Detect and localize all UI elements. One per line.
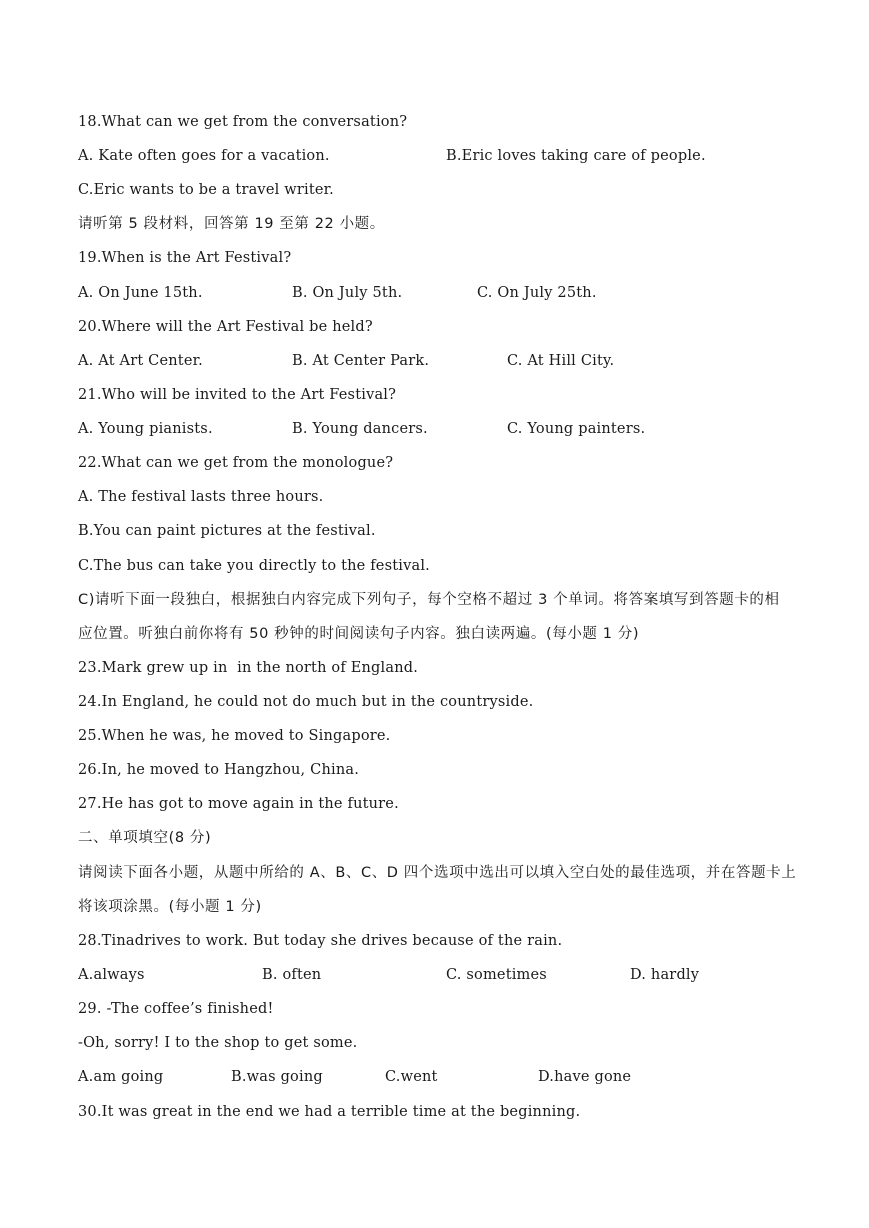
question-29-option-d: D.have gone xyxy=(538,1069,632,1085)
question-20-option-a: A. At Art Center. xyxy=(78,353,203,369)
question-27: 27.He has got to move again in the future. xyxy=(78,796,399,812)
question-29-line2: -Oh, sorry! I to the shop to get some. xyxy=(78,1035,358,1051)
section-2-instruction-line2: 将该项涂黑。(每小题 1 分) xyxy=(78,899,262,915)
question-20-option-b: B. At Center Park. xyxy=(292,353,430,369)
question-18-option-a: A. Kate often goes for a vacation. xyxy=(78,148,330,164)
question-21-stem: 21.Who will be invited to the Art Festival? xyxy=(78,387,397,403)
question-29-option-c: C.went xyxy=(385,1069,438,1085)
question-22-option-b: B.You can paint pictures at the festival. xyxy=(78,523,376,539)
question-19-stem: 19.When is the Art Festival? xyxy=(78,250,292,266)
question-19-option-b: B. On July 5th. xyxy=(292,285,403,301)
question-25: 25.When he was, he moved to Singapore. xyxy=(78,728,391,744)
question-22-option-a: A. The festival lasts three hours. xyxy=(78,489,324,505)
part-c-instruction-line1: C)请听下面一段独白，根据独白内容完成下列句子，每个空格不超过 3 个单词。将答案填写到答题卡的相 xyxy=(78,592,780,608)
question-19-option-a: A. On June 15th. xyxy=(78,285,203,301)
question-18-option-b: B.Eric loves taking care of people. xyxy=(446,148,706,164)
part-c-instruction-line2: 应位置。听独白前你将有 50 秒钟的时间阅读句子内容。独白读两遍。(每小题 1 分) xyxy=(78,626,640,642)
question-18-option-c: C.Eric wants to be a travel writer. xyxy=(78,182,334,198)
question-29-line1: 29. -The coffee’s finished! xyxy=(78,1001,274,1017)
question-24: 24.In England, he could not do much but in the countryside. xyxy=(78,694,534,710)
question-20-stem: 20.Where will the Art Festival be held? xyxy=(78,319,373,335)
question-28-option-d: D. hardly xyxy=(630,967,700,983)
question-18-stem: 18.What can we get from the conversation? xyxy=(78,114,408,130)
question-28-option-c: C. sometimes xyxy=(446,967,547,983)
question-22-option-c: C.The bus can take you directly to the festival. xyxy=(78,558,430,574)
question-21-option-a: A. Young pianists. xyxy=(78,421,213,437)
question-23: 23.Mark grew up in in the north of England. xyxy=(78,660,419,676)
question-30: 30.It was great in the end we had a terrible time at the beginning. xyxy=(78,1104,581,1120)
section-5-instruction: 请听第 5 段材料，回答第 19 至第 22 小题。 xyxy=(78,216,385,232)
question-21-option-c: C. Young painters. xyxy=(507,421,646,437)
question-28-stem: 28.Tinadrives to work. But today she drives because of the rain. xyxy=(78,933,563,949)
question-22-stem: 22.What can we get from the monologue? xyxy=(78,455,394,471)
question-28-option-a: A.always xyxy=(78,967,145,983)
question-26: 26.In, he moved to Hangzhou, China. xyxy=(78,762,360,778)
question-19-option-c: C. On July 25th. xyxy=(477,285,597,301)
section-2-heading: 二、单项填空(8 分) xyxy=(78,830,212,846)
question-21-option-b: B. Young dancers. xyxy=(292,421,428,437)
question-28-option-b: B. often xyxy=(262,967,322,983)
question-20-option-c: C. At Hill City. xyxy=(507,353,615,369)
question-29-option-b: B.was going xyxy=(231,1069,323,1085)
question-29-option-a: A.am going xyxy=(78,1069,164,1085)
section-2-instruction-line1: 请阅读下面各小题，从题中所给的 A、B、C、D 四个选项中选出可以填入空白处的最佳选项，并在答题卡上 xyxy=(78,865,797,881)
